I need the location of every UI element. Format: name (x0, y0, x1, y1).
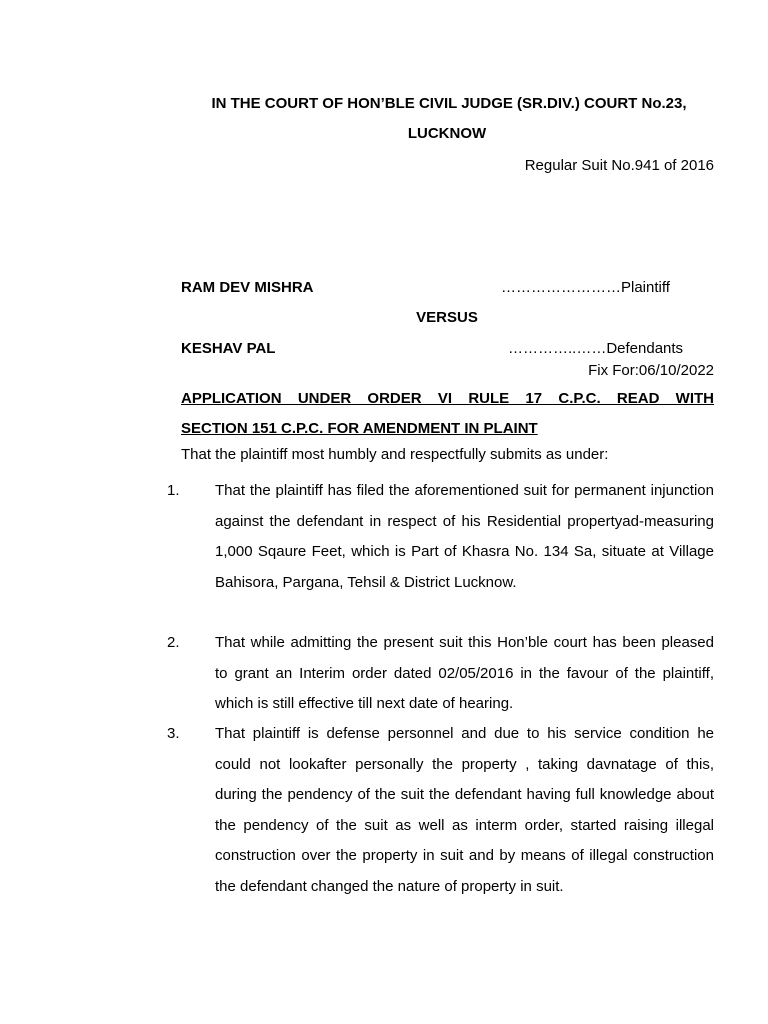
paragraph-text: That the plaintiff has filed the aforementioned suit for permanent injunction against the defendant in respect of his Residential propertyad-measuring 1,000 Sqaure Feet, which is Part of Khasra No. 134 Sa, situate at Village Bahisora, Pargana, Tehsil & District Lucknow. (215, 482, 714, 591)
defendant-name: KESHAV PAL (181, 340, 276, 357)
versus-label: VERSUS (416, 309, 478, 326)
paragraph-text: That plaintiff is defense personnel and due to his service condition he could not lookafter personally the property , taking davnatage of this, during the pendency of the suit the defendant having full knowledge about the pendency of the suit as well as interm order, started raising illegal construction over the property in suit and by means of illegal construction the defendant changed the nature of property in suit. (215, 725, 714, 895)
paragraph-number: 2. (167, 634, 180, 651)
intro-statement: That the plaintiff most humbly and respectfully submits as under: (181, 446, 609, 463)
court-place: LUCKNOW (407, 125, 487, 142)
numbered-paragraph (167, 719, 714, 902)
paragraph-number: 3. (167, 725, 180, 742)
plaintiff-name: RAM DEV MISHRA (181, 279, 314, 296)
paragraph-text: That while admitting the present suit this Hon’ble court has been pleased to grant an Interim order dated 02/05/2016 in the favour of the plaintiff, which is still effective till next date of hearing. (215, 634, 714, 712)
numbered-paragraph (167, 476, 714, 598)
defendant-role: …………..……Defendants (508, 340, 684, 357)
court-title: IN THE COURT OF HON’BLE CIVIL JUDGE (SR.DIV.) COURT No.23, (211, 95, 687, 112)
numbered-paragraph (167, 628, 714, 720)
application-title (181, 384, 714, 444)
fix-for-date: Fix For:06/10/2022 (588, 362, 714, 379)
paragraph-number: 1. (167, 482, 180, 499)
application-title-line-2: SECTION 151 C.P.C. FOR AMENDMENT IN PLAINT (181, 420, 538, 437)
application-title-line-1: APPLICATION UNDER ORDER VI RULE 17 C.P.C. READ WITH (181, 390, 714, 407)
plaintiff-role: ……………………Plaintiff (501, 279, 670, 296)
suit-number: Regular Suit No.941 of 2016 (524, 157, 714, 174)
